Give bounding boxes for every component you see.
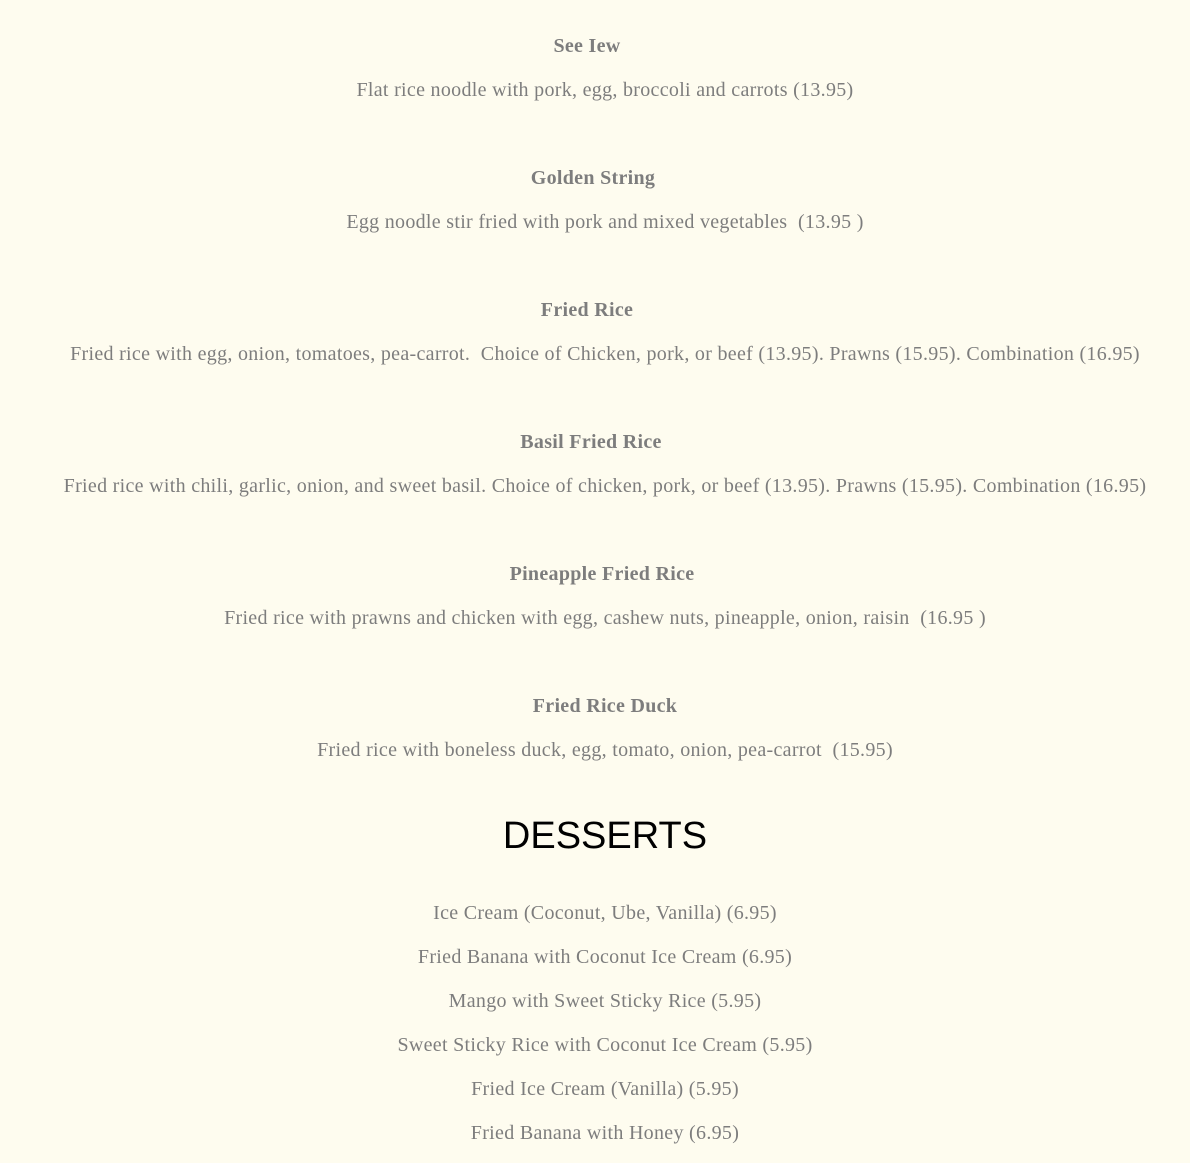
menu-item-description: Flat rice noodle with pork, egg, broccoli and carrots (13.95) — [356, 79, 854, 101]
menu-item-description: Egg noodle stir fried with pork and mixed vegetables (13.95 ) — [346, 211, 864, 233]
menu-item-description: Fried rice with egg, onion, tomatoes, pea-carrot. Choice of Chicken, pork, or beef (13.95). Prawns (15.95). Combination (16.95) — [70, 343, 1140, 365]
dessert-item: Fried Banana with Honey (6.95) — [470, 1122, 740, 1144]
menu-item-name: See Iew — [553, 35, 621, 57]
menu-item-name: Golden String — [530, 167, 656, 189]
dessert-item: Sweet Sticky Rice with Coconut Ice Cream (5.95) — [397, 1034, 813, 1056]
menu-item-name: Basil Fried Rice — [520, 431, 662, 453]
menu-item-description: Fried rice with prawns and chicken with egg, cashew nuts, pineapple, onion, raisin (16.95 ) — [224, 607, 986, 629]
dessert-item: Fried Banana with Coconut Ice Cream (6.95) — [417, 946, 793, 968]
menu-item-name: Fried Rice — [540, 299, 634, 321]
menu-item-description: Fried rice with boneless duck, egg, tomato, onion, pea-carrot (15.95) — [317, 739, 893, 761]
dessert-item: Mango with Sweet Sticky Rice (5.95) — [448, 990, 762, 1012]
section-title-desserts: DESSERTS — [502, 815, 708, 857]
dessert-item: Fried Ice Cream (Vanilla) (5.95) — [471, 1078, 739, 1100]
dessert-item: Ice Cream (Coconut, Ube, Vanilla) (6.95) — [433, 902, 777, 924]
menu-item-name: Pineapple Fried Rice — [509, 563, 695, 585]
menu-item-description: Fried rice with chili, garlic, onion, and sweet basil. Choice of chicken, pork, or beef (13.95). Prawns (15.95). Combination (16.95) — [63, 475, 1147, 497]
menu-item-name: Fried Rice Duck — [532, 695, 678, 717]
